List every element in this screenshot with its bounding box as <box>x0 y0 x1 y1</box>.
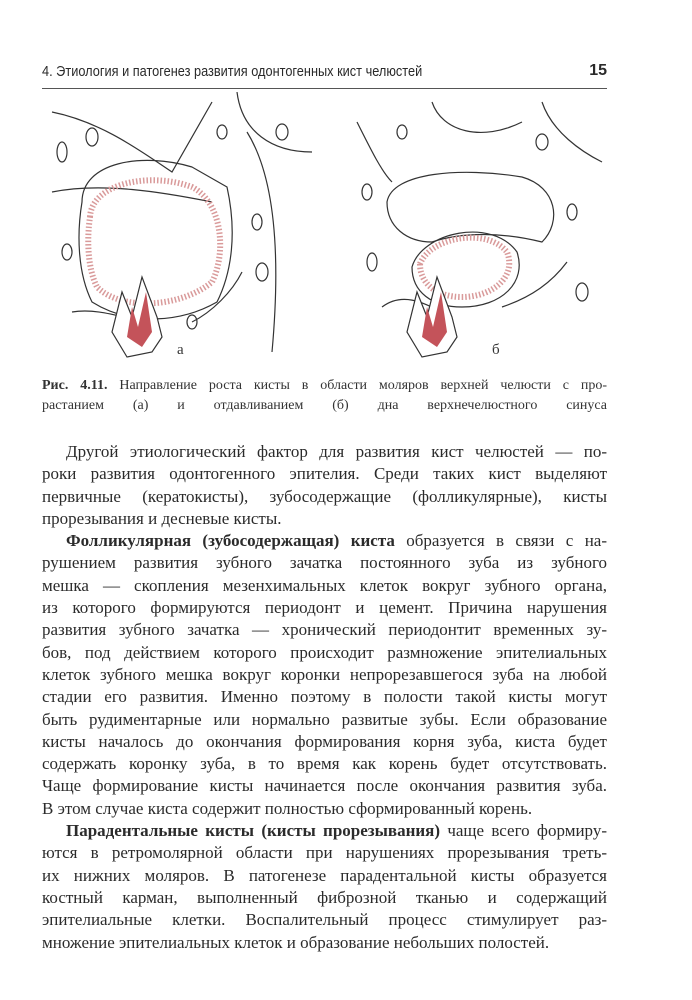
paragraph-line: эпителиальные клетки. Воспалительный процесс стимулирует раз- <box>42 910 607 930</box>
paragraph-line: мешка — скопления мезенхимальных клеток вокруг зубного органа, <box>42 575 607 595</box>
figure-caption <box>42 376 607 416</box>
paragraph-line: В этом случае киста содержит полностью сформированный корень. <box>42 798 533 818</box>
paragraph-line: Другой этиологический фактор для развития кист челюстей — по- <box>66 442 607 461</box>
paragraph-line: рушением развития зубного зачатка постоянного зуба из зубного <box>42 553 607 573</box>
cyst-b <box>420 238 509 297</box>
paragraph-line: стадии его развития. Именно поэтому в полости такой кисты могут <box>42 687 607 707</box>
paragraph-line: развития зубного зачатка — хронический периодонтит временных зу- <box>42 620 607 640</box>
paragraph-line: множение эпителиальных клеток и образование небольших полостей. <box>42 932 550 952</box>
paragraph-line: ются в ретромолярной области при нарушениях прорезывания треть- <box>42 843 607 863</box>
paragraph-line: прорезывания и десневые кисты. <box>42 508 282 528</box>
paragraph-line: клеток зубного мешка вокруг коронки непрорезавшегося зуба на любой <box>42 664 607 684</box>
line-text: чаще всего формиру- <box>440 821 607 841</box>
term-heading: Фолликулярная (зубосодержащая) киста <box>66 531 395 551</box>
cyst-a <box>88 180 220 303</box>
paragraph <box>42 820 607 954</box>
paragraph-line: первичные (кератокисты), зубосодержащие (фолликулярные), кисты <box>42 486 607 506</box>
paragraph <box>42 441 607 530</box>
label-b: б <box>492 342 500 358</box>
label-a: а <box>177 342 184 358</box>
paragraph-line <box>42 530 607 552</box>
paragraph <box>42 530 607 820</box>
tooth-a <box>112 277 162 357</box>
drawing-a <box>52 92 312 357</box>
running-title: 4. Этиология и патогенез развития одонтогенных кист челюстей <box>42 64 423 80</box>
paragraph-line: содержать коронку зуба, в то время как корень будет отсутствовать. <box>42 754 607 774</box>
header-rule <box>42 88 607 89</box>
paragraph-line: их нижних моляров. В патогенезе парадентальной кисты образуется <box>42 865 607 885</box>
body-text <box>42 441 607 954</box>
paragraph-line: роки развития одонтогенного эпителия. Среди таких кист выделяют <box>42 464 607 484</box>
line-text: образуется в связи с на- <box>394 531 607 551</box>
page-number: 15 <box>589 62 607 79</box>
paragraph-line: из которого формируются периодонт и цемент. Причина нарушения <box>42 598 607 618</box>
term-heading: Парадентальные кисты (кисты прорезывания) <box>66 821 441 841</box>
running-header <box>42 62 607 84</box>
paragraph-line <box>42 820 607 842</box>
caption-label: Рис. 4.11. <box>42 378 108 393</box>
paragraph-line: бов, под действием которого происходит размножение эпителиальных <box>42 642 607 662</box>
drawing-b <box>357 102 602 357</box>
paragraph-line: костный карман, выполненный фиброзной тканью и содержащий <box>42 887 607 907</box>
caption-line: растанием (а) и отдавливанием (б) дна верхнечелюстного синуса <box>42 398 607 413</box>
paragraph-line: Чаще формирование кисты начинается после окончания развития зуба. <box>42 776 607 796</box>
paragraph-line: быть рудиментарные или нормально развитые зубы. Если образование <box>42 709 607 729</box>
figure-4-11 <box>42 92 607 367</box>
caption-line: Направление роста кисты в области моляров верхней челюсти с про- <box>119 378 607 393</box>
paragraph-line: кисты началось до окончания формирования корня зуба, киста будет <box>42 731 607 751</box>
